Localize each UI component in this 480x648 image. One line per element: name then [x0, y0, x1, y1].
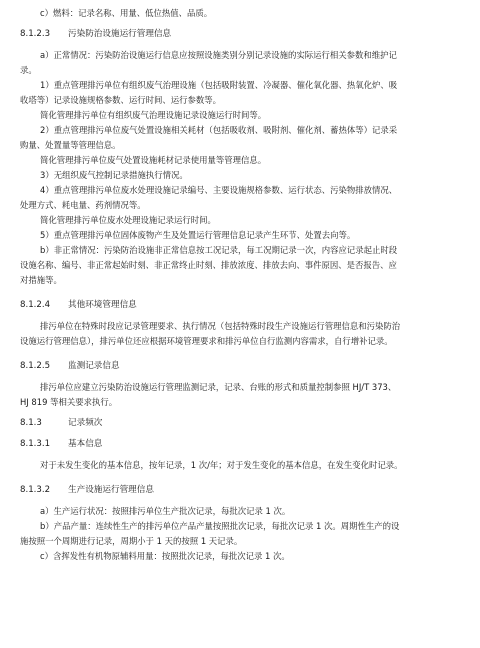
paragraph-normal-cont: 录。: [20, 65, 37, 75]
item-2: 2）重点管理排污单位废气处置设施相关耗材（包括吸收剂、吸附剂、催化剂、蓄热体等）记录采: [40, 125, 398, 135]
item-4-simplified: 简化管理排污单位废水处理设施记录运行时间。: [40, 215, 216, 225]
item-4-cont: 处理方式、耗电量、药剂情况等。: [20, 200, 146, 210]
section-heading-8-1-2-3: [20, 27, 468, 42]
section-heading-8-1-2-5: [20, 359, 468, 374]
item-production-status: a）生产运行状况：按照排污单位生产批次记录，每批次记录 1 次。: [40, 506, 291, 516]
section-title: 污染防治设施运行管理信息: [68, 29, 172, 39]
item-5: 5）重点管理排污单位固体废物产生及处置运行管理信息记录产生环节、处置去向等。: [40, 230, 356, 240]
paragraph-abnormal: b）非正常情况：污染防治设施非正常信息按工况记录，每工况期记录一次，内容应记录起止时段: [40, 245, 398, 255]
section-number: 8.1.3.2: [20, 485, 51, 495]
section-number: 8.1.3.1: [20, 439, 51, 449]
item-2-simplified: 简化管理排污单位废气处置设施耗材记录使用量等管理信息。: [40, 155, 267, 165]
item-3: 3）无组织废气控制记录措施执行情况。: [40, 170, 188, 180]
item-voc-materials: c）含挥发性有机物原辅料用量：按照批次记录，每批次记录 1 次。: [40, 551, 290, 561]
paragraph-other-mgmt: 排污单位在特殊时段应记录管理要求、执行情况（包括特殊时段生产设施运行管理信息和污染防治: [40, 321, 401, 331]
paragraph-basic-info: 对于未发生变化的基本信息，按年记录，1 次/年；对于发生变化的基本信息，在发生变化时记录。: [40, 460, 403, 470]
section-title: 监测记录信息: [68, 361, 120, 371]
section-heading-8-1-3-1: [20, 437, 468, 452]
section-title: 记录频次: [68, 418, 103, 428]
section-title: 基本信息: [68, 439, 103, 449]
paragraph-abnormal-cont-2: 对措施等。: [20, 275, 62, 285]
item-product-output-cont: 施按照一个周期进行记录，周期小于 1 天的按照 1 天记录。: [20, 536, 243, 546]
section-title: 生产设施运行管理信息: [68, 485, 154, 495]
section-title: 其他环境管理信息: [68, 300, 137, 310]
item-product-output: b）产品产量：连续性生产的排污单位产品产量按照批次记录，每批次记录 1 次。周期性生产的设: [40, 521, 400, 531]
item-4: 4）重点管理排污单位废水处理设施记录编号、主要设施规格参数、运行状态、污染物排放情况、: [40, 185, 398, 195]
section-number: 8.1.2.4: [20, 300, 51, 310]
paragraph-fuel: c）燃料：记录名称、用量、低位热值、品质。: [40, 8, 213, 18]
section-number: 8.1.2.5: [20, 361, 51, 371]
section-number: 8.1.2.3: [20, 29, 51, 39]
paragraph-monitoring-cont: HJ 819 等相关要求执行。: [20, 397, 118, 407]
paragraph-other-mgmt-cont: 设施运行管理信息），排污单位还应根据环境管理要求和排污单位自行监测内容需求，自行增补记录。: [20, 336, 393, 346]
paragraph-normal: a）正常情况：污染防治设施运行信息应按照设施类别分别记录设施的实际运行相关参数和维护记: [40, 50, 397, 60]
item-1-cont: 收塔等）记录设施规格参数、运行时间、运行参数等。: [20, 95, 221, 105]
section-heading-8-1-2-4: [20, 298, 468, 313]
section-heading-8-1-3-2: [20, 483, 468, 498]
paragraph-monitoring: 排污单位应建立污染防治设施运行管理监测记录，记录、台账的形式和质量控制参照 HJ/T 373、: [40, 382, 397, 392]
section-heading-8-1-3: [20, 416, 468, 431]
item-2-cont: 购量、处置量等管理信息。: [20, 140, 121, 150]
item-1-simplified: 简化管理排污单位有组织废气治理设施记录设施运行时间等。: [40, 110, 267, 120]
paragraph-abnormal-cont-1: 设施名称、编号、非正常起始时刻、非正常终止时刻、排放浓度、排放去向、事件原因、是否报告、应: [20, 260, 397, 270]
section-number: 8.1.3: [20, 418, 42, 428]
item-1: 1）重点管理排污单位有组织废气治理设施（包括吸附装置、冷凝器、催化氧化器、热氧化炉、吸: [40, 80, 398, 90]
